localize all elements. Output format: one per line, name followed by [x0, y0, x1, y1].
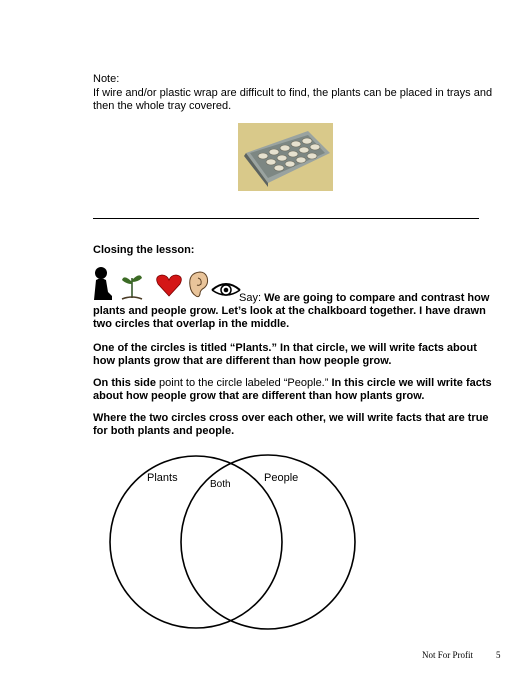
- both-label: Both: [210, 479, 231, 490]
- note-text: If wire and/or plastic wrap are difficult to find, the plants can be placed in trays and then the whole tray covered.: [93, 87, 493, 112]
- venn-diagram: [90, 450, 390, 630]
- overlap-paragraph: Where the two circles cross over each other, we will write facts that are true for both plants and people.: [93, 412, 489, 437]
- plants-label: Plants: [147, 472, 178, 484]
- people-circle-paragraph: [93, 377, 493, 403]
- footer-text: Not For Profit: [422, 650, 474, 660]
- plants-circle: [110, 456, 282, 628]
- seed-tray-photo: [238, 123, 333, 191]
- say-text: We are going to compare and contrast how plants and people grow. Let’s look at the chalkboard together. I have drawn two circles that overlap in the middle.: [93, 292, 490, 330]
- page-number: 5: [496, 650, 501, 660]
- closing-heading: Closing the lesson:: [93, 244, 195, 256]
- p3-lead: On this side: [93, 377, 156, 389]
- p3-rest: In this circle we will write facts about how people grow that are different than how plants grow.: [93, 377, 492, 402]
- say-prefix: Say:: [239, 292, 265, 304]
- note-label: Note:: [93, 73, 120, 85]
- people-label: People: [264, 472, 299, 484]
- p3-instruction: point to the circle labeled “People.”: [155, 377, 329, 389]
- section-divider: [93, 218, 479, 219]
- say-paragraph: [93, 292, 493, 331]
- plants-circle-paragraph: One of the circles is titled “Plants.” In that circle, we will write facts about how plants grow that are different than how people grow.: [93, 342, 477, 367]
